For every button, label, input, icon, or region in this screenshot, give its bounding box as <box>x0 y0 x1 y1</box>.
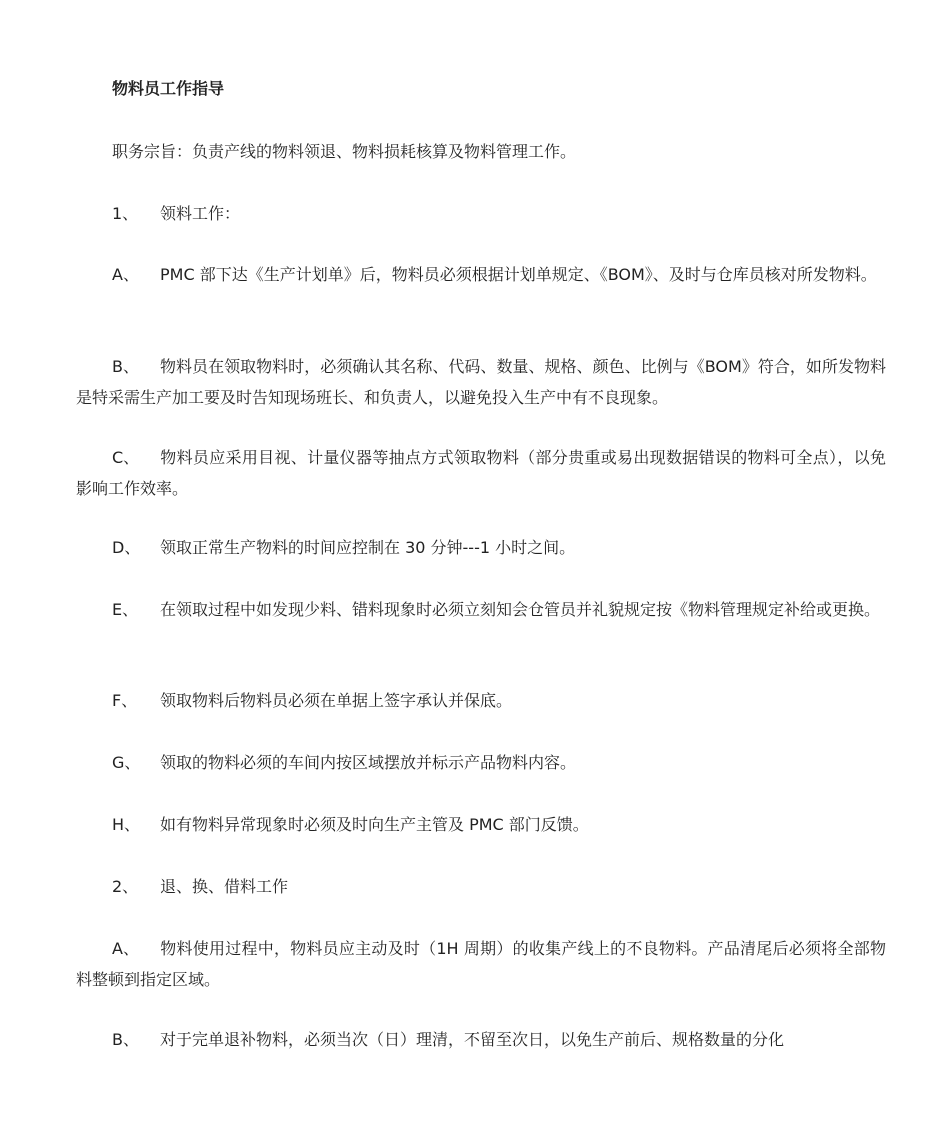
item-marker: D、 <box>112 538 141 557</box>
list-item <box>112 809 589 840</box>
purpose-statement: 职务宗旨：负责产线的物料领退、物料损耗核算及物料管理工作。 <box>112 142 577 161</box>
item-text: 在领取过程中如发现少料、错料现象时必须立刻知会仓管员并礼貌规定按《物料管理规定补给或更换。 <box>160 600 881 619</box>
item-marker: H、 <box>112 815 141 834</box>
list-item <box>76 594 886 625</box>
section-heading <box>112 871 288 902</box>
item-text: 如有物料异常现象时必须及时向生产主管及 PMC 部门反馈。 <box>160 815 589 834</box>
item-text: 领取的物料必须的车间内按区域摆放并标示产品物料内容。 <box>160 753 577 772</box>
item-marker: B、 <box>112 357 139 376</box>
item-text: 物料员在领取物料时，必须确认其名称、代码、数量、规格、颜色、比例与《BOM》符合，如所发物料是特采需生产加工要及时告知现场班长、和负责人，以避免投入生产中有不良现象。 <box>76 357 886 407</box>
item-text: PMC 部下达《生产计划单》后，物料员必须根据计划单规定、《BOM》、及时与仓库员核对所发物料。 <box>160 265 877 284</box>
document-title: 物料员工作指导 <box>112 79 225 98</box>
list-item <box>76 442 886 504</box>
section-heading <box>112 198 240 229</box>
item-marker: G、 <box>112 753 141 772</box>
item-marker: E、 <box>112 600 139 619</box>
item-marker: A、 <box>112 265 139 284</box>
section-marker: 1、 <box>112 204 139 223</box>
item-marker: C、 <box>112 448 140 467</box>
item-text: 对于完单退补物料，必须当次（日）理清，不留至次日，以免生产前后、规格数量的分化 <box>160 1030 785 1049</box>
item-text: 物料员应采用目视、计量仪器等抽点方式领取物料（部分贵重或易出现数据错误的物料可全点），以免影响工作效率。 <box>76 448 886 498</box>
item-text: 领取正常生产物料的时间应控制在 30 分钟---1 小时之间。 <box>160 538 576 557</box>
section-marker: 2、 <box>112 877 139 896</box>
list-item <box>112 532 575 563</box>
list-item <box>76 1024 886 1055</box>
section-heading-text: 退、换、借料工作 <box>160 877 289 896</box>
list-item <box>76 259 886 290</box>
list-item <box>112 747 576 778</box>
item-marker: B、 <box>112 1030 139 1049</box>
item-text: 领取物料后物料员必须在单据上签字承认并保底。 <box>160 691 513 710</box>
list-item <box>112 685 512 716</box>
section-heading-text: 领料工作： <box>160 204 241 223</box>
item-marker: F、 <box>112 691 138 710</box>
list-item <box>76 933 886 995</box>
list-item <box>76 351 886 413</box>
item-text: 物料使用过程中，物料员应主动及时（1H 周期）的收集产线上的不良物料。产品清尾后必须将全部物料整顿到指定区域。 <box>76 939 886 989</box>
item-marker: A、 <box>112 939 139 958</box>
